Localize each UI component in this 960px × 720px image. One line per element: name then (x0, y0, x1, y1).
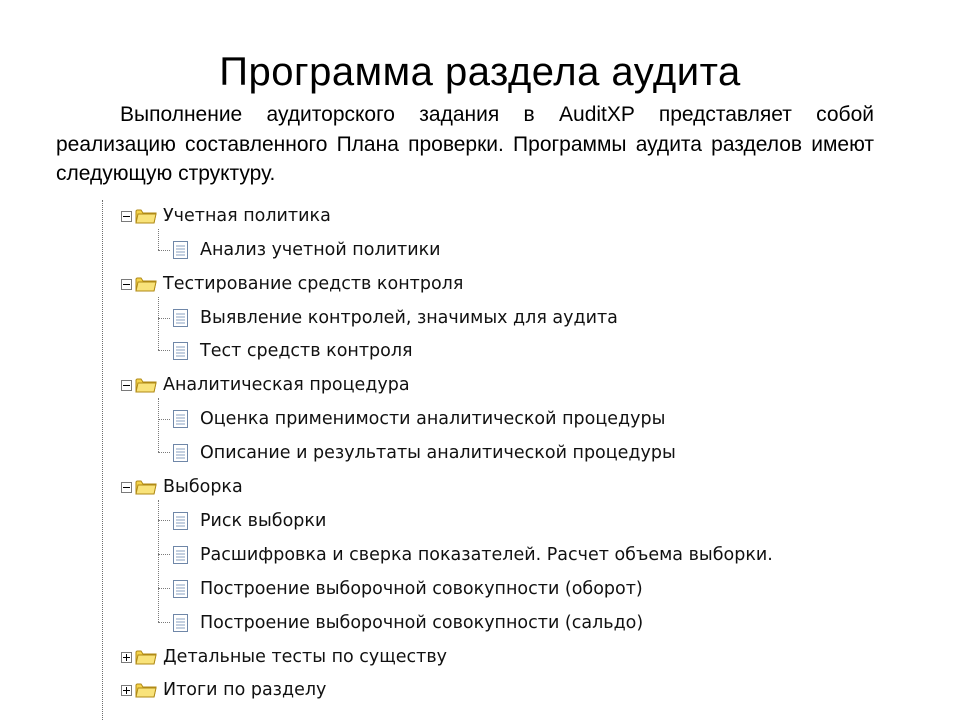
folder-icon (135, 681, 157, 699)
document-label: Описание и результаты аналитической процедуры (200, 443, 676, 463)
tree-connector (158, 318, 170, 319)
tree-doc-accounting-policy-analysis[interactable] (172, 235, 441, 265)
document-icon (172, 240, 189, 260)
folder-icon (135, 207, 157, 225)
tree-doc-applicability-assessment[interactable] (172, 404, 665, 434)
tree-connector (158, 398, 159, 452)
tree-connector (158, 229, 159, 250)
tree-connector (158, 622, 170, 623)
document-icon (172, 613, 189, 633)
document-label: Выявление контролей, значимых для аудита (200, 308, 618, 328)
tree-folder-analytical-procedure[interactable] (121, 370, 410, 400)
folder-label: Тестирование средств контроля (163, 274, 464, 294)
tree-connector (158, 297, 159, 350)
document-label: Построение выборочной совокупности (оборот) (200, 579, 643, 599)
collapse-icon[interactable] (121, 482, 132, 493)
tree-doc-controls-test[interactable] (172, 336, 413, 366)
document-label: Построение выборочной совокупности (сальдо) (200, 613, 644, 633)
tree-folder-controls-testing[interactable] (121, 269, 463, 299)
tree-doc-sample-turnover[interactable] (172, 574, 643, 604)
document-icon (172, 341, 189, 361)
tree-connector (158, 350, 170, 351)
tree-connector (158, 520, 170, 521)
tree-doc-sampling-risk[interactable] (172, 506, 326, 536)
tree-connector (158, 250, 170, 251)
tree-folder-accounting-policy[interactable] (121, 201, 331, 231)
folder-icon (135, 648, 157, 666)
tree-connector (158, 419, 170, 420)
document-icon (172, 443, 189, 463)
document-icon (172, 545, 189, 565)
document-label: Оценка применимости аналитической процедуры (200, 409, 666, 429)
expand-icon[interactable] (121, 652, 132, 663)
document-icon (172, 579, 189, 599)
tree-doc-breakdown-reconciliation[interactable] (172, 540, 773, 570)
tree-connector (158, 452, 170, 453)
collapse-icon[interactable] (121, 279, 132, 290)
tree-doc-description-results[interactable] (172, 438, 676, 468)
document-label: Тест средств контроля (200, 341, 413, 361)
document-label: Расшифровка и сверка показателей. Расчет объема выборки. (200, 545, 773, 565)
document-label: Риск выборки (200, 511, 327, 531)
tree-connector (158, 500, 159, 622)
expand-icon[interactable] (121, 685, 132, 696)
tree-doc-sample-balance[interactable] (172, 608, 643, 638)
tree-doc-identify-controls[interactable] (172, 303, 618, 333)
folder-label: Аналитическая процедура (163, 375, 410, 395)
tree-connector (158, 554, 170, 555)
description-text: Выполнение аудиторского задания в AuditXP представляет собой реализацию составленного Плана проверки. Программы аудита разделов имеют следующую структуру. (56, 103, 874, 185)
folder-label: Учетная политика (163, 206, 331, 226)
document-icon (172, 409, 189, 429)
collapse-icon[interactable] (121, 211, 132, 222)
document-icon (172, 308, 189, 328)
folder-icon (135, 275, 157, 293)
document-icon (172, 511, 189, 531)
tree-folder-section-results[interactable] (121, 675, 326, 705)
folder-icon (135, 376, 157, 394)
document-label: Анализ учетной политики (200, 240, 441, 260)
tree-connector (158, 588, 170, 589)
folder-label: Детальные тесты по существу (163, 647, 448, 667)
folder-label: Выборка (163, 477, 243, 497)
collapse-icon[interactable] (121, 380, 132, 391)
folder-label: Итоги по разделу (163, 680, 327, 700)
folder-icon (135, 478, 157, 496)
page-title: Программа раздела аудита (219, 50, 741, 94)
tree-folder-substantive-tests[interactable] (121, 642, 447, 672)
tree-folder-sampling[interactable] (121, 472, 243, 502)
